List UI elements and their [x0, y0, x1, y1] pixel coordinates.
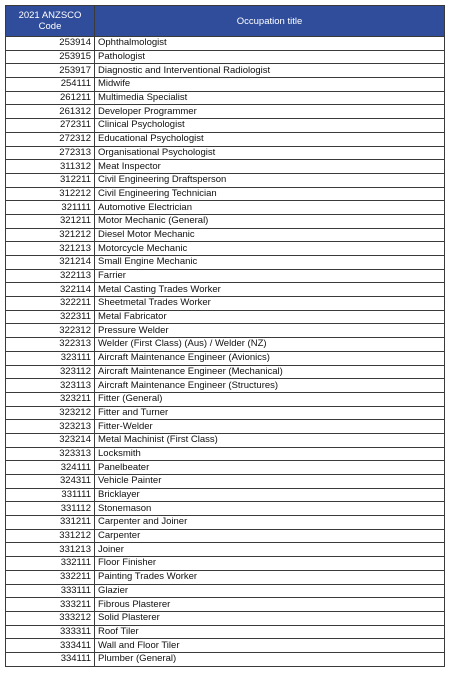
occupation-code-cell: 322113: [6, 269, 95, 283]
occupation-code-cell: 333212: [6, 611, 95, 625]
occupation-code-cell: 332211: [6, 570, 95, 584]
table-row: [6, 502, 445, 516]
table-row: [6, 297, 445, 311]
occupation-title-cell: Painting Trades Worker: [95, 570, 445, 584]
table-row: [6, 91, 445, 105]
occupation-code-cell: 321214: [6, 256, 95, 270]
occupation-title-cell: Motorcycle Mechanic: [95, 242, 445, 256]
table-row: [6, 447, 445, 461]
table-row: [6, 584, 445, 598]
occupation-code-cell: 322313: [6, 338, 95, 352]
occupation-title-cell: Aircraft Maintenance Engineer (Structures): [95, 379, 445, 393]
occupation-title-cell: Civil Engineering Technician: [95, 187, 445, 201]
occupation-title-cell: Floor Finisher: [95, 557, 445, 571]
occupation-code-cell: 321212: [6, 228, 95, 242]
occupation-code-cell: 331211: [6, 516, 95, 530]
table-row: [6, 256, 445, 270]
table-row: [6, 78, 445, 92]
table-row: [6, 543, 445, 557]
occupation-title-cell: Wall and Floor Tiler: [95, 639, 445, 653]
occupation-title-cell: Diagnostic and Interventional Radiologist: [95, 64, 445, 78]
occupation-title-cell: Educational Psychologist: [95, 132, 445, 146]
occupation-title-cell: Pathologist: [95, 50, 445, 64]
occupation-code-cell: 272313: [6, 146, 95, 160]
occupation-code-cell: 323211: [6, 392, 95, 406]
table-row: [6, 392, 445, 406]
table-row: [6, 488, 445, 502]
occupation-title-cell: Civil Engineering Draftsperson: [95, 173, 445, 187]
column-header-title: Occupation title: [95, 6, 445, 37]
occupation-title-cell: Clinical Psychologist: [95, 119, 445, 133]
occupation-title-cell: Meat Inspector: [95, 160, 445, 174]
table-row: [6, 598, 445, 612]
occupation-title-cell: Midwife: [95, 78, 445, 92]
occupation-title-cell: Fitter and Turner: [95, 406, 445, 420]
occupation-title-cell: Joiner: [95, 543, 445, 557]
table-header: [6, 6, 445, 37]
occupation-title-cell: Motor Mechanic (General): [95, 214, 445, 228]
table-row: [6, 37, 445, 51]
table-row: [6, 242, 445, 256]
occupation-title-cell: Roof Tiler: [95, 625, 445, 639]
occupation-title-cell: Aircraft Maintenance Engineer (Mechanical): [95, 365, 445, 379]
occupation-code-cell: 331212: [6, 529, 95, 543]
occupation-title-cell: Glazier: [95, 584, 445, 598]
occupation-code-cell: 312211: [6, 173, 95, 187]
table-row: [6, 119, 445, 133]
occupation-title-cell: Metal Machinist (First Class): [95, 433, 445, 447]
table-row: [6, 338, 445, 352]
table-row: [6, 516, 445, 530]
occupation-title-cell: Multimedia Specialist: [95, 91, 445, 105]
occupation-title-cell: Diesel Motor Mechanic: [95, 228, 445, 242]
occupation-code-cell: 323213: [6, 420, 95, 434]
table-row: [6, 461, 445, 475]
occupation-title-cell: Locksmith: [95, 447, 445, 461]
table-row: [6, 379, 445, 393]
table-row: [6, 64, 445, 78]
occupation-code-cell: 331111: [6, 488, 95, 502]
occupation-code-cell: 334111: [6, 652, 95, 666]
table-row: [6, 433, 445, 447]
occupation-code-cell: 323113: [6, 379, 95, 393]
occupation-title-cell: Fitter-Welder: [95, 420, 445, 434]
occupation-code-cell: 253915: [6, 50, 95, 64]
occupation-title-cell: Stonemason: [95, 502, 445, 516]
occupation-code-cell: 322312: [6, 324, 95, 338]
occupation-title-cell: Aircraft Maintenance Engineer (Avionics): [95, 351, 445, 365]
table-row: [6, 652, 445, 666]
table-row: [6, 365, 445, 379]
table-row: [6, 269, 445, 283]
occupation-code-cell: 321111: [6, 201, 95, 215]
table-row: [6, 611, 445, 625]
occupation-code-cell: 254111: [6, 78, 95, 92]
occupation-code-cell: 261312: [6, 105, 95, 119]
occupation-code-cell: 332111: [6, 557, 95, 571]
header-row: [6, 6, 445, 37]
occupation-title-cell: Pressure Welder: [95, 324, 445, 338]
occupation-title-cell: Metal Casting Trades Worker: [95, 283, 445, 297]
occupation-code-cell: 322211: [6, 297, 95, 311]
table-row: [6, 310, 445, 324]
occupation-code-cell: 323212: [6, 406, 95, 420]
occupation-code-cell: 333111: [6, 584, 95, 598]
occupation-title-cell: Solid Plasterer: [95, 611, 445, 625]
occupation-title-cell: Carpenter and Joiner: [95, 516, 445, 530]
occupation-code-cell: 333211: [6, 598, 95, 612]
occupation-code-cell: 323313: [6, 447, 95, 461]
table-row: [6, 557, 445, 571]
occupation-code-cell: 322114: [6, 283, 95, 297]
table-row: [6, 570, 445, 584]
table-row: [6, 228, 445, 242]
occupation-code-cell: 324311: [6, 475, 95, 489]
table-body: [6, 37, 445, 667]
occupation-code-cell: 311312: [6, 160, 95, 174]
table-row: [6, 187, 445, 201]
table-row: [6, 639, 445, 653]
occupation-code-cell: 321211: [6, 214, 95, 228]
occupation-title-cell: Plumber (General): [95, 652, 445, 666]
occupation-title-cell: Panelbeater: [95, 461, 445, 475]
occupation-code-cell: 272312: [6, 132, 95, 146]
table-row: [6, 105, 445, 119]
table-row: [6, 132, 445, 146]
occupation-code-cell: 324111: [6, 461, 95, 475]
table-row: [6, 146, 445, 160]
occupation-title-cell: Metal Fabricator: [95, 310, 445, 324]
occupation-title-cell: Automotive Electrician: [95, 201, 445, 215]
occupation-code-cell: 321213: [6, 242, 95, 256]
occupation-title-cell: Carpenter: [95, 529, 445, 543]
occupation-title-cell: Developer Programmer: [95, 105, 445, 119]
table-row: [6, 324, 445, 338]
occupation-code-cell: 253917: [6, 64, 95, 78]
occupation-table: [5, 5, 445, 667]
occupation-title-cell: Farrier: [95, 269, 445, 283]
table-row: [6, 283, 445, 297]
occupation-code-cell: 272311: [6, 119, 95, 133]
table-row: [6, 351, 445, 365]
table-row: [6, 214, 445, 228]
table-row: [6, 420, 445, 434]
occupation-code-cell: 323112: [6, 365, 95, 379]
occupation-title-cell: Organisational Psychologist: [95, 146, 445, 160]
table-row: [6, 201, 445, 215]
occupation-code-cell: 323111: [6, 351, 95, 365]
occupation-code-cell: 312212: [6, 187, 95, 201]
occupation-code-cell: 253914: [6, 37, 95, 51]
occupation-title-cell: Bricklayer: [95, 488, 445, 502]
occupation-title-cell: Welder (First Class) (Aus) / Welder (NZ): [95, 338, 445, 352]
occupation-title-cell: Fitter (General): [95, 392, 445, 406]
occupation-code-cell: 333311: [6, 625, 95, 639]
occupation-code-cell: 331112: [6, 502, 95, 516]
table-row: [6, 625, 445, 639]
table-row: [6, 529, 445, 543]
occupation-title-cell: Ophthalmologist: [95, 37, 445, 51]
occupation-title-cell: Sheetmetal Trades Worker: [95, 297, 445, 311]
table-row: [6, 173, 445, 187]
table-row: [6, 406, 445, 420]
occupation-title-cell: Small Engine Mechanic: [95, 256, 445, 270]
occupation-table-container: [5, 5, 445, 667]
occupation-code-cell: 331213: [6, 543, 95, 557]
table-row: [6, 50, 445, 64]
table-row: [6, 475, 445, 489]
occupation-code-cell: 323214: [6, 433, 95, 447]
occupation-code-cell: 261211: [6, 91, 95, 105]
column-header-code: 2021 ANZSCO Code: [6, 6, 95, 37]
occupation-code-cell: 322311: [6, 310, 95, 324]
occupation-code-cell: 333411: [6, 639, 95, 653]
table-row: [6, 160, 445, 174]
occupation-title-cell: Vehicle Painter: [95, 475, 445, 489]
occupation-title-cell: Fibrous Plasterer: [95, 598, 445, 612]
